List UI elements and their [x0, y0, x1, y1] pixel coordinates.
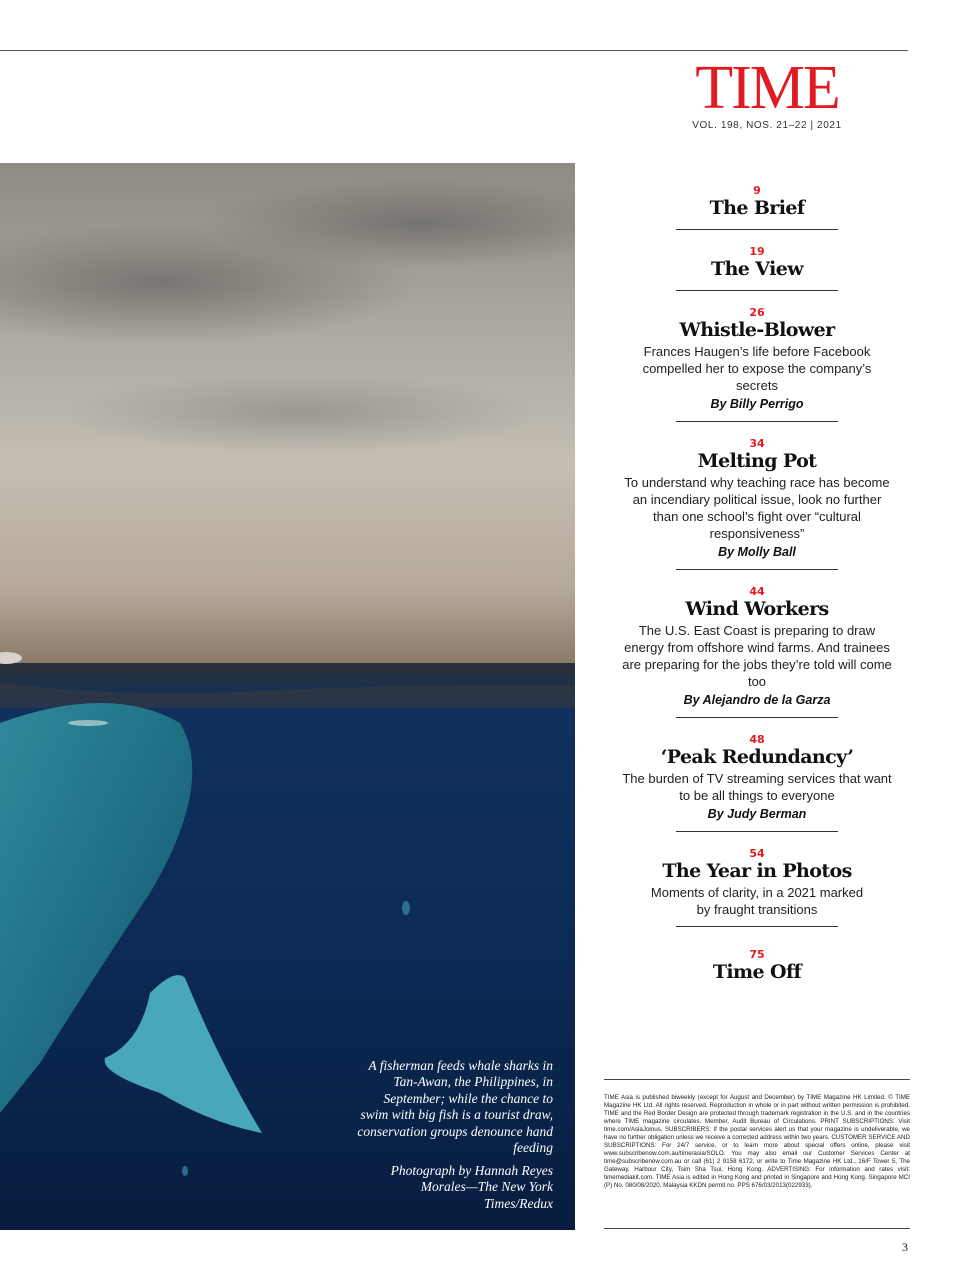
masthead — [672, 54, 862, 131]
toc-description: The burden of TV streaming services that want to be all things to everyone — [622, 771, 892, 803]
toc-item-the-brief[interactable] — [620, 185, 894, 229]
toc-item-peak-redundancy[interactable] — [620, 718, 894, 831]
toc-page-number: 9 — [753, 184, 761, 197]
toc-byline: By Judy Berman — [707, 807, 807, 821]
toc-title: Wind Workers — [685, 598, 829, 620]
toc-page-number: 54 — [749, 847, 765, 860]
toc-item-wind-workers[interactable] — [620, 570, 894, 717]
toc-page-number: 19 — [749, 245, 765, 258]
toc-byline: By Alejandro de la Garza — [683, 693, 831, 707]
toc-byline: By Billy Perrigo — [710, 397, 804, 411]
cloud — [60, 373, 540, 453]
toc-title: The Year in Photos — [662, 860, 852, 882]
water-ripple — [68, 720, 108, 726]
small-fish — [402, 901, 410, 915]
fine-print-bottom-rule — [604, 1228, 910, 1229]
page-number: 3 — [902, 1240, 908, 1254]
toc-title: Time Off — [712, 961, 802, 983]
photo-caption-block — [353, 1058, 553, 1213]
toc-item-melting-pot[interactable] — [620, 422, 894, 569]
photo-credit: Photograph by Hannah Reyes Morales—The New York Times/Redux — [390, 1162, 553, 1211]
toc-page-number: 26 — [749, 306, 765, 319]
toc-description: Moments of clarity, in a 2021 marked by fraught transitions — [650, 885, 864, 917]
volume-info: VOL. 198, NOS. 21–22 | 2021 — [692, 120, 842, 131]
toc-title: Melting Pot — [697, 450, 817, 472]
toc-page-number: 75 — [749, 948, 765, 961]
toc-title: The View — [711, 258, 803, 280]
toc-title: ‘Peak Redundancy’ — [660, 746, 854, 768]
time-logo: TIME — [695, 54, 839, 122]
toc-title: Whistle-Blower — [679, 319, 835, 341]
toc-item-time-off[interactable] — [620, 927, 894, 984]
toc-item-whistle-blower[interactable] — [620, 291, 894, 421]
fine-print-top-rule — [604, 1079, 910, 1080]
small-fish — [182, 1166, 188, 1176]
publishing-fine-print: TIME Asia is published biweekly (except for August and December) by TIME Magazine HK Limited. © TIME Magazine HK Ltd. All rights reserved. Reproduction in whole or in part without written permission is prohibited. TIME and the Red Border Design are protected through trademark registration in the U.S. and in the countries where TIME magazine circulates. Member, Audit Bureau of Circulations. PRINT SUBSCRIPTIONS: Visit time.com/AsiaJoinus. SUBSCRIBERS: If the postal services alert us that your magazine is undeliverable, we have no further obligation unless we receive a corrected address within two years. CUSTOMER SERVICE AND SUBSCRIPTIONS: For 24/7 service, or to learn more about special offers online, please visit www.subscribenow.com.au/time/asia/SOLO. You may also email our Customer Services Center at time@subscribenow.com.au or call (61) 2 9158 6172, or write to Time Magazine HK Ltd., 16/F Tower 5, The Gateway, Harbour City, Tsim Sha Tsui, Hong Kong. ADVERTISING: For information and rates visit: timemediakit.com. TIME Asia is edited in Hong Kong and printed in Singapore and Hong Kong. Singapore MCI (P) No. 080/08/2020. Malaysia KKDN permit no. PPS 676/03/2013(022933). — [604, 1094, 910, 1189]
photo-caption: A fisherman feeds whale sharks in Tan-Awan, the Philippines, in September; while the chance to swim with big fish is a tourist draw, conservation groups denounce hand feeding — [357, 1057, 553, 1155]
top-rule — [0, 50, 908, 51]
toc-page-number: 44 — [749, 585, 765, 598]
toc-title: The Brief — [709, 197, 805, 219]
toc-page-number: 48 — [749, 733, 765, 746]
toc-item-year-in-photos[interactable] — [620, 832, 894, 926]
whale-shark-photo — [0, 163, 575, 1230]
toc-byline: By Molly Ball — [718, 545, 796, 559]
toc-page-number: 34 — [749, 437, 765, 450]
toc-description: The U.S. East Coast is preparing to draw energy from offshore wind farms. And trainees are preparing for the jobs they’re told will come too — [622, 623, 892, 689]
toc-description: Frances Haugen’s life before Facebook compelled her to expose the company’s secrets — [642, 344, 872, 393]
toc-description: To understand why teaching race has become an incendiary political issue, look no further than one school’s fight over “cultural responsiveness” — [624, 475, 890, 541]
table-of-contents — [620, 185, 894, 984]
toc-item-the-view[interactable] — [620, 230, 894, 290]
